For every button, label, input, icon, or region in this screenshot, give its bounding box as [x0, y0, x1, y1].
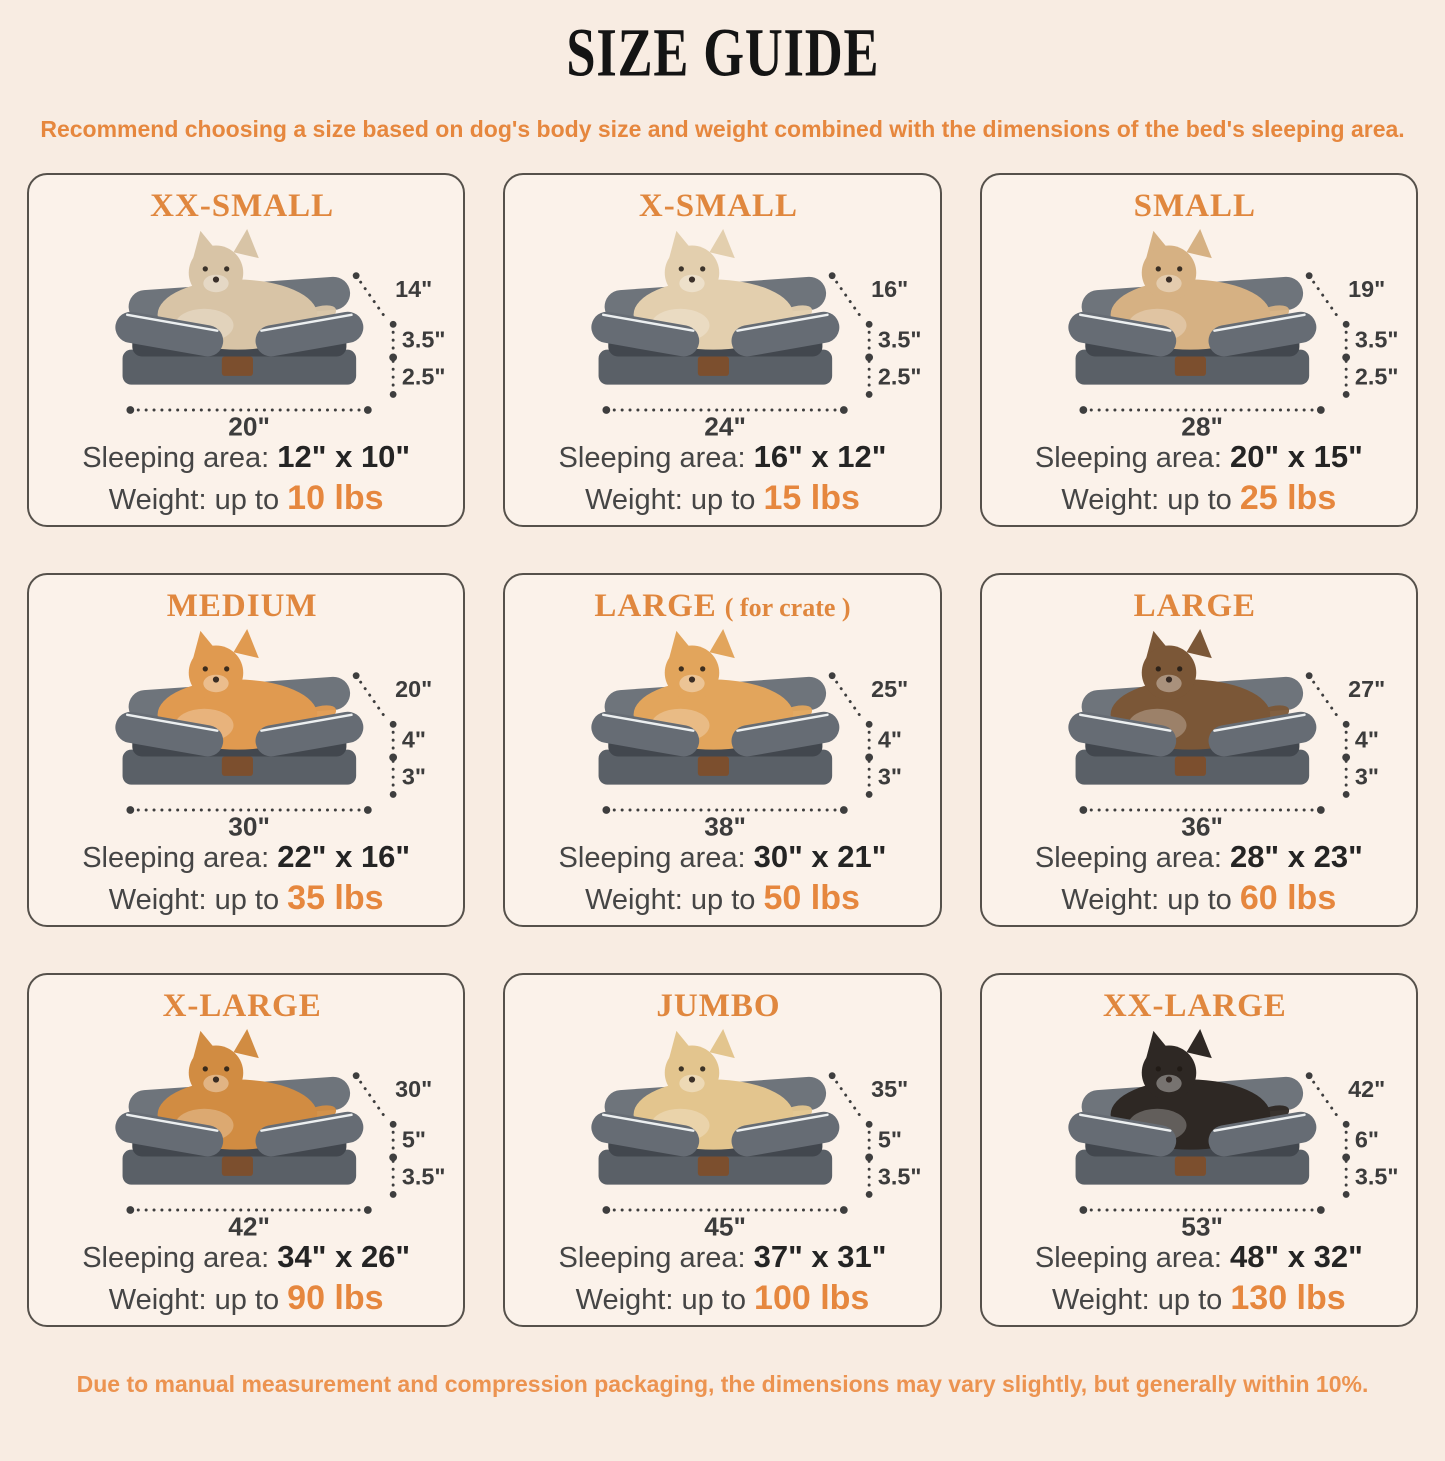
size-name [986, 185, 1412, 227]
size-name [986, 585, 1412, 627]
depth-dim-label: 16" [871, 276, 909, 303]
sleeping-area-label: Sleeping area: [82, 842, 270, 875]
width-dim-label: 24" [704, 411, 747, 440]
bolster-height-dim-label: 3.5" [878, 326, 922, 353]
weight-line [509, 479, 935, 518]
sleeping-area-label: Sleeping area: [558, 842, 746, 875]
size-name-text: SMALL [1133, 188, 1256, 224]
weight-label: Weight: up to [1061, 484, 1232, 517]
sleeping-area-value: 30" x 21" [753, 839, 887, 875]
depth-dim-label: 20" [395, 676, 433, 703]
bed-figure [986, 1027, 1412, 1239]
weight-line [33, 479, 459, 518]
weight-line [986, 879, 1412, 918]
width-dim-label: 38" [704, 811, 747, 840]
sleeping-area-value: 12" x 10" [277, 439, 411, 475]
bed-figure [509, 627, 935, 839]
weight-label: Weight: up to [585, 484, 756, 517]
width-dim-label: 30" [228, 811, 270, 840]
weight-value: 25 lbs [1239, 479, 1337, 518]
bed-figure [509, 1027, 935, 1239]
sleeping-area-label: Sleeping area: [1034, 1242, 1222, 1275]
size-name [509, 585, 935, 627]
weight-value: 15 lbs [763, 479, 860, 518]
bolster-height-dim-label: 5" [401, 1126, 426, 1153]
size-card-x-small [503, 173, 941, 527]
size-cards-grid [27, 173, 1418, 1327]
depth-dim-label: 19" [1347, 276, 1385, 303]
size-card-small [980, 173, 1418, 527]
bolster-height-dim-label: 3.5" [1354, 326, 1399, 353]
size-name-text: JUMBO [656, 988, 781, 1024]
bed-pet-illustration [113, 229, 397, 414]
weight-value: 60 lbs [1239, 879, 1337, 918]
base-height-dim-label: 3" [401, 763, 426, 790]
size-name-text: X-LARGE [162, 988, 322, 1024]
bed-pet-illustration [589, 629, 873, 814]
width-dim-label: 42" [228, 1211, 270, 1240]
sleeping-area-value: 20" x 15" [1229, 439, 1363, 475]
sleeping-area-line [509, 1239, 935, 1275]
base-height-dim-label: 2.5" [401, 363, 446, 390]
base-height-dim-label: 3.5" [878, 1163, 922, 1190]
weight-label: Weight: up to [108, 1284, 280, 1317]
weight-label: Weight: up to [575, 1284, 746, 1317]
sleeping-area-label: Sleeping area: [558, 1242, 746, 1275]
sleeping-area-label: Sleeping area: [82, 1242, 270, 1275]
size-name [509, 185, 935, 227]
width-dim-label: 28" [1180, 411, 1223, 440]
page-title [0, 16, 1445, 90]
size-name-text: MEDIUM [166, 588, 318, 624]
weight-value: 100 lbs [754, 1279, 870, 1318]
weight-line [986, 1279, 1412, 1318]
bed-pet-illustration [589, 229, 873, 414]
weight-line [509, 1279, 935, 1318]
size-name-text: LARGE [594, 588, 717, 624]
bed-figure [33, 1027, 459, 1239]
base-height-dim-label: 3.5" [1354, 1163, 1399, 1190]
bed-pet-illustration [1066, 1029, 1350, 1214]
weight-label: Weight: up to [1061, 884, 1232, 917]
sleeping-area-line [986, 1239, 1412, 1275]
sleeping-area-line [509, 839, 935, 875]
size-card-x-large [27, 973, 465, 1327]
bolster-height-dim-label: 6" [1354, 1126, 1379, 1153]
size-name-suffix: ( for crate ) [724, 593, 851, 622]
sleeping-area-line [33, 839, 459, 875]
bolster-height-dim-label: 4" [878, 726, 903, 753]
sleeping-area-value: 22" x 16" [277, 839, 411, 875]
bed-pet-illustration [113, 1029, 397, 1214]
weight-line [33, 1279, 459, 1318]
base-height-dim-label: 2.5" [1354, 363, 1399, 390]
weight-value: 90 lbs [287, 1279, 384, 1318]
width-dim-label: 36" [1180, 811, 1223, 840]
weight-value: 50 lbs [763, 879, 860, 918]
bed-pet-illustration [113, 629, 397, 814]
sleeping-area-line [986, 439, 1412, 475]
weight-value: 130 lbs [1230, 1279, 1346, 1318]
depth-dim-label: 42" [1347, 1076, 1385, 1103]
depth-dim-label: 27" [1347, 676, 1385, 703]
sleeping-area-line [33, 1239, 459, 1275]
sleeping-area-value: 34" x 26" [277, 1239, 411, 1275]
size-card-xx-large [980, 973, 1418, 1327]
size-name-text: XX-SMALL [150, 188, 335, 224]
depth-dim-label: 35" [871, 1076, 909, 1103]
footer-disclaimer: Due to manual measurement and compression packaging, the dimensions may vary slightly, but generally within 10%. [76, 1371, 1369, 1397]
base-height-dim-label: 3" [878, 763, 903, 790]
weight-value: 10 lbs [287, 479, 384, 518]
weight-line [986, 479, 1412, 518]
bed-pet-illustration [1066, 629, 1350, 814]
sleeping-area-value: 16" x 12" [753, 439, 887, 475]
sleeping-area-label: Sleeping area: [558, 442, 746, 475]
size-card-xx-small [27, 173, 465, 527]
sleeping-area-label: Sleeping area: [1034, 442, 1222, 475]
weight-line [509, 879, 935, 918]
size-name [33, 585, 459, 627]
size-name [33, 185, 459, 227]
base-height-dim-label: 3.5" [401, 1163, 446, 1190]
page-title-text: SIZE GUIDE [566, 14, 879, 91]
size-card-medium [27, 573, 465, 927]
size-name [33, 985, 459, 1027]
bolster-height-dim-label: 4" [401, 726, 426, 753]
width-dim-label: 20" [228, 411, 270, 440]
width-dim-label: 45" [704, 1211, 747, 1240]
size-name [509, 985, 935, 1027]
weight-label: Weight: up to [108, 884, 280, 917]
size-name-text: LARGE [1133, 588, 1256, 624]
sleeping-area-label: Sleeping area: [82, 442, 270, 475]
bed-figure [986, 627, 1412, 839]
bed-pet-illustration [1066, 229, 1350, 414]
base-height-dim-label: 3" [1354, 763, 1379, 790]
bed-figure [509, 227, 935, 439]
size-card-jumbo [503, 973, 941, 1327]
bed-figure [33, 227, 459, 439]
weight-label: Weight: up to [1051, 1284, 1223, 1317]
sleeping-area-label: Sleeping area: [1034, 842, 1222, 875]
size-card-large [980, 573, 1418, 927]
sleeping-area-value: 48" x 32" [1229, 1239, 1363, 1275]
sleeping-area-value: 37" x 31" [753, 1239, 887, 1275]
size-name [986, 985, 1412, 1027]
bolster-height-dim-label: 5" [878, 1126, 903, 1153]
sleeping-area-value: 28" x 23" [1229, 839, 1363, 875]
weight-value: 35 lbs [287, 879, 384, 918]
weight-label: Weight: up to [108, 484, 280, 517]
base-height-dim-label: 2.5" [878, 363, 922, 390]
depth-dim-label: 14" [395, 276, 433, 303]
sleeping-area-line [33, 439, 459, 475]
size-name-text: X-SMALL [638, 188, 799, 224]
sleeping-area-line [986, 839, 1412, 875]
bolster-height-dim-label: 4" [1354, 726, 1379, 753]
width-dim-label: 53" [1180, 1211, 1223, 1240]
bolster-height-dim-label: 3.5" [401, 326, 446, 353]
page-subtitle: Recommend choosing a size based on dog's body size and weight combined with the dimensions of the bed's sleeping area. [40, 116, 1405, 142]
bed-pet-illustration [589, 1029, 873, 1214]
weight-label: Weight: up to [585, 884, 756, 917]
size-card-large-for-crate [503, 573, 941, 927]
size-name-text: XX-LARGE [1102, 988, 1287, 1024]
depth-dim-label: 30" [395, 1076, 433, 1103]
bed-figure [986, 227, 1412, 439]
sleeping-area-line [509, 439, 935, 475]
depth-dim-label: 25" [871, 676, 909, 703]
bed-figure [33, 627, 459, 839]
weight-line [33, 879, 459, 918]
